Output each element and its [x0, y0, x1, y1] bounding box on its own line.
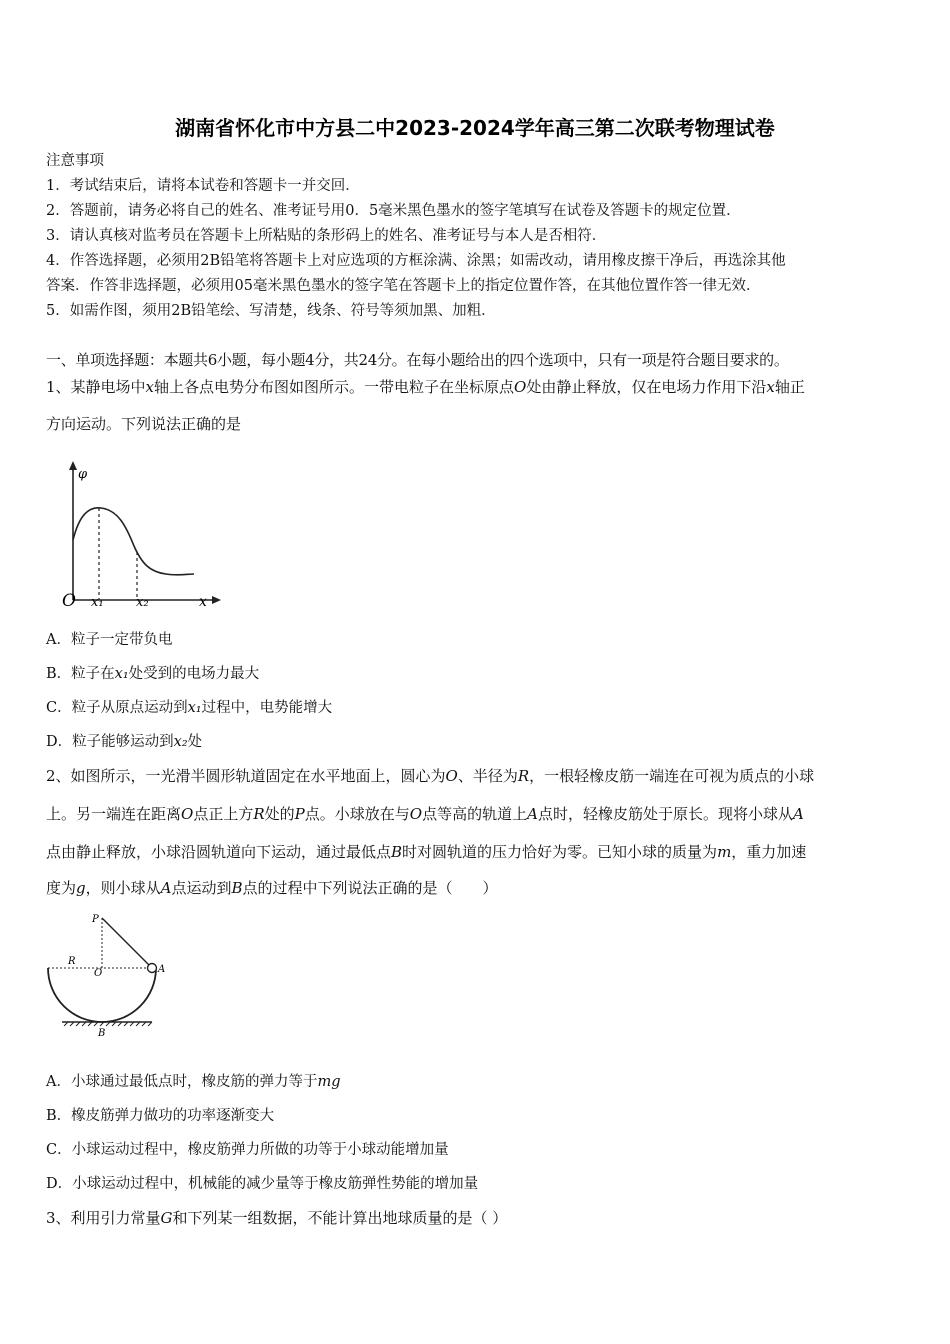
- label-B: B: [98, 1028, 106, 1039]
- option-text: 处受到的电场力最大: [128, 666, 260, 682]
- q2-var: R: [253, 805, 265, 823]
- q2-text: ，则小球从: [85, 879, 161, 897]
- q2-text: 上。另一端连在距离: [46, 805, 182, 823]
- q2-var: m: [717, 843, 732, 861]
- label-A: A: [158, 964, 166, 975]
- page-title: 湖南省怀化市中方县二中2023-2024学年高三第二次联考物理试卷: [175, 116, 775, 140]
- x1-label: x₁: [91, 595, 104, 608]
- q2-text: ，一根轻橡皮筋一端连在可视为质点的小球: [529, 767, 815, 785]
- option-text: D．粒子能够运动到: [46, 734, 174, 750]
- q2-text: 点等高的轨道上: [422, 805, 528, 823]
- q2-var: g: [76, 879, 86, 897]
- q2-var: P: [294, 805, 305, 823]
- notice-heading: 注意事项: [46, 153, 104, 169]
- q1-text: 处由静止释放，仅在电场力作用下沿: [526, 378, 767, 396]
- q2-var: R: [517, 767, 530, 785]
- q2-text: 点由静止释放，小球沿圆轨道向下运动，通过最低点: [46, 843, 392, 861]
- q3-text: 和下列某一组数据，不能计算出地球质量的是（ ）: [172, 1209, 508, 1227]
- q3-stem: [46, 1208, 916, 1228]
- q1-var-x: x: [145, 378, 155, 396]
- q2-var: O: [445, 767, 458, 785]
- notice-item: 答案．作答非选择题，必须用05毫米黑色墨水的签字笔在答题卡上的指定位置作答，在其他位置作答一律无效．: [46, 278, 761, 294]
- q2-stem-line3: [46, 842, 916, 862]
- x-axis-arrow: [212, 596, 221, 604]
- label-P: P: [92, 914, 99, 925]
- q2-option-a: [46, 1072, 916, 1092]
- q2-text: 、半径为: [457, 767, 518, 785]
- q2-text: 处的: [264, 805, 295, 823]
- q2-option-b: B．橡皮筋弹力做功的功率逐渐变大: [46, 1108, 275, 1124]
- q1-option-b: [46, 664, 916, 684]
- label-O: O: [94, 968, 103, 979]
- q2-text: 点正上方: [193, 805, 254, 823]
- q2-text: 点时，轻橡皮筋处于原长。现将小球从: [537, 805, 793, 823]
- q2-text: 度为: [46, 879, 77, 897]
- q2-var: B: [391, 843, 403, 861]
- q2-stem-line1: [46, 766, 916, 786]
- label-R: R: [68, 956, 76, 967]
- potential-curve: [73, 508, 194, 575]
- option-var: x₂: [173, 734, 188, 750]
- q2-var: A: [527, 805, 538, 823]
- q2-option-d: D．小球运动过程中，机械能的减少量等于橡皮筋弹性势能的增加量: [46, 1176, 479, 1192]
- q1-var-x: x: [766, 378, 775, 396]
- q1-text: 1、某静电场中: [46, 378, 146, 396]
- option-text: A．小球通过最低点时，橡皮筋的弹力等于: [46, 1074, 318, 1090]
- q2-stem-line2: [46, 804, 916, 824]
- q2-track-figure: [40, 910, 170, 1040]
- x-label: x: [199, 594, 207, 608]
- q2-var: B: [231, 879, 243, 897]
- notice-item: 1．考试结束后，请将本试卷和答题卡一并交回．: [46, 178, 360, 194]
- x2-label: x₂: [136, 595, 149, 608]
- q3-text: 3、利用引力常量: [46, 1209, 161, 1227]
- notice-item: 3．请认真核对监考员在答题卡上所粘贴的条形码上的姓名、准考证号与本人是否相符．: [46, 228, 607, 244]
- q2-var: O: [409, 805, 423, 823]
- q3-var-G: G: [160, 1209, 173, 1227]
- q2-var: A: [792, 805, 804, 823]
- section-heading: 一、单项选择题：本题共6小题，每小题4分，共24分。在每小题给出的四个选项中，只有一项是符合题目要求的。: [46, 351, 789, 369]
- q2-text: 点。小球放在与: [304, 805, 410, 823]
- q1-stem-line1: [46, 377, 916, 397]
- q2-var: O: [181, 805, 194, 823]
- q1-text: 轴上各点电势分布图如图所示。一带电粒子在坐标原点: [154, 378, 515, 396]
- notice-item: 2．答题前，请务必将自己的姓名、准考证号用0．5毫米黑色墨水的签字笔填写在试卷及答题卡的规定位置．: [46, 203, 741, 219]
- q2-var: A: [160, 879, 172, 897]
- q2-text: ，重力加速: [731, 843, 807, 861]
- q1-option-c: [46, 698, 916, 718]
- q1-option-a: A．粒子一定带负电: [46, 632, 173, 648]
- phi-label: φ: [78, 467, 88, 482]
- option-text: C．粒子从原点运动到: [46, 700, 188, 716]
- q1-stem-line2: 方向运动。下列说法正确的是: [46, 415, 242, 433]
- q1-potential-graph: [56, 458, 226, 608]
- option-text: 过程中，电势能增大: [201, 700, 333, 716]
- q1-text: 轴正: [774, 378, 805, 396]
- option-var: x₁: [187, 700, 202, 716]
- q2-option-c: C．小球运动过程中，橡皮筋弹力所做的功等于小球动能增加量: [46, 1142, 449, 1158]
- option-text: 处: [187, 734, 203, 750]
- rubber-band: [102, 918, 150, 966]
- q1-var-O: O: [514, 378, 527, 396]
- q2-text: 2、如图所示，一光滑半圆形轨道固定在水平地面上，圆心为: [46, 767, 446, 785]
- notice-item: 5．如需作图，须用2B铅笔绘、写清楚，线条、符号等须加黑、加粗．: [46, 303, 496, 319]
- ball: [148, 964, 157, 973]
- q2-text: 点运动到: [171, 879, 232, 897]
- option-var: mg: [317, 1074, 341, 1090]
- origin-label: O: [62, 591, 76, 608]
- q2-text: 时对圆轨道的压力恰好为零。已知小球的质量为: [402, 843, 718, 861]
- notice-item: 4．作答选择题，必须用2B铅笔将答题卡上对应选项的方框涂满、涂黑；如需改动，请用橡皮擦干净后，再选涂其他: [46, 253, 786, 269]
- option-text: B．粒子在: [46, 666, 115, 682]
- q2-text: 点的过程中下列说法正确的是（ ）: [242, 879, 498, 897]
- y-axis-arrow: [69, 461, 77, 470]
- option-var: x₁: [114, 666, 129, 682]
- q1-option-d: [46, 732, 916, 752]
- q2-stem-line4: [46, 878, 916, 898]
